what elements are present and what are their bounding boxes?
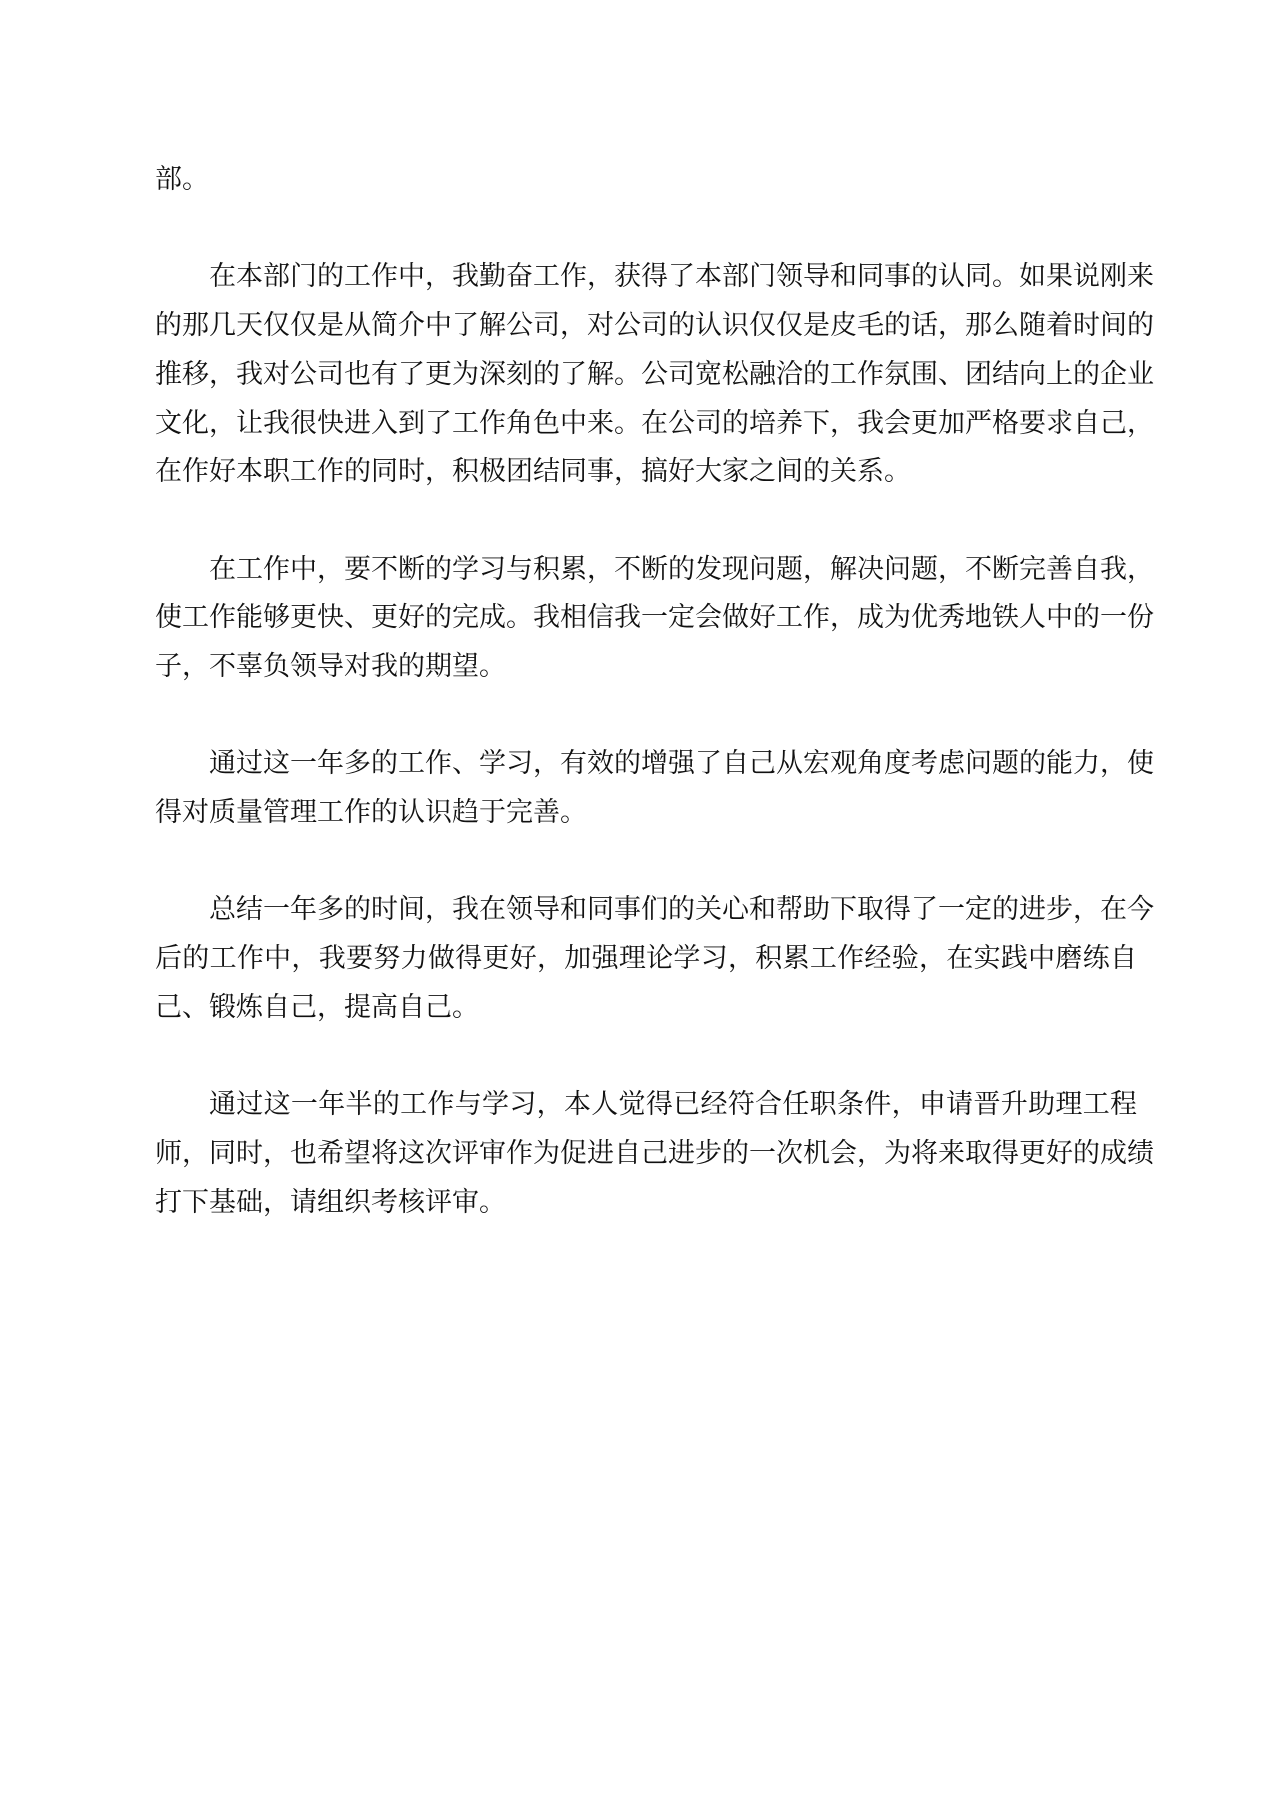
document-page [155, 156, 1154, 1276]
paragraph-application [155, 1081, 1154, 1227]
paragraph-summary [155, 886, 1154, 1032]
text-line: 得对质量管理工作的认识趋于完善。 [155, 797, 587, 829]
text-line: 打下基础，请组织考核评审。 [155, 1186, 506, 1218]
paragraph-continuation [155, 156, 1137, 205]
paragraph-learning [155, 546, 1154, 692]
text-line: 子，不辜负领导对我的期望。 [155, 651, 506, 682]
text-line: 通过这一年多的工作、学习，有效的增强了自己从宏观角度考虑问题的能力，使 [209, 748, 1154, 780]
text-line: 通过这一年半的工作与学习，本人觉得已经符合任职条件，申请晋升助理工程 [209, 1089, 1137, 1121]
text-line: 后的工作中，我要努力做得更好，加强理论学习，积累工作经验，在实践中磨练自 [155, 943, 1137, 975]
text-line: 使工作能够更快、更好的完成。我相信我一定会做好工作，成为优秀地铁人中的一份 [155, 602, 1154, 634]
text-line: 总结一年多的时间，我在领导和同事们的关心和帮助下取得了一定的进步，在今 [209, 894, 1154, 926]
text-line: 师，同时，也希望将这次评审作为促进自己进步的一次机会，为将来取得更好的成绩 [155, 1137, 1154, 1169]
text-line: 己、锻炼自己，提高自己。 [155, 991, 479, 1023]
paragraph-growth [155, 740, 1154, 837]
text-line: 在本部门的工作中，我勤奋工作，获得了本部门领导和同事的认同。如果说刚来 [209, 261, 1154, 293]
paragraph-department-work [155, 253, 1154, 497]
text-line: 推移，我对公司也有了更为深刻的了解。公司宽松融洽的工作氛围、团结向上的企业 [155, 358, 1154, 390]
text-line: 的那几天仅仅是从简介中了解公司，对公司的认识仅仅是皮毛的话，那么随着时间的 [155, 310, 1154, 342]
text-line: 部。 [155, 164, 209, 195]
text-line: 在作好本职工作的同时，积极团结同事，搞好大家之间的关系。 [155, 456, 911, 488]
text-line: 文化，让我很快进入到了工作角色中来。在公司的培养下，我会更加严格要求自己， [155, 407, 1154, 439]
text-line: 在工作中，要不断的学习与积累，不断的发现问题，解决问题，不断完善自我， [209, 553, 1154, 585]
